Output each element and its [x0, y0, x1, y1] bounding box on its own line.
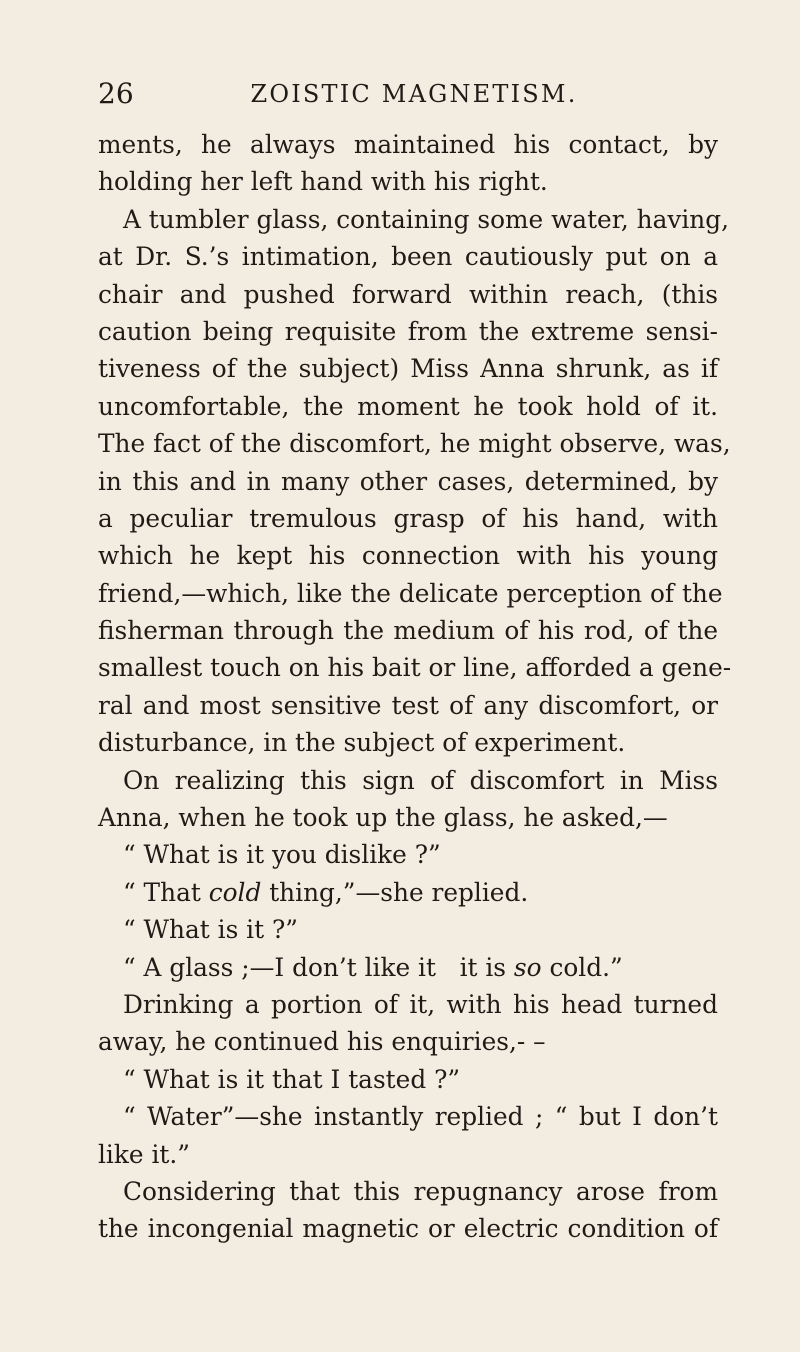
text-segment: thing,”—she replied. — [261, 877, 529, 907]
text-line: away, he continued his enquiries,- – — [98, 1027, 546, 1057]
text-line: smallest touch on his bait or line, afforded a gene- — [98, 653, 732, 683]
text-line: at Dr. S.’s intimation, been cautiously put on a — [98, 242, 718, 272]
page-number: 26 — [98, 77, 134, 110]
text-line: which he kept his connection with his young — [98, 541, 718, 571]
text-line: the incongenial magnetic or electric condition of — [98, 1214, 718, 1244]
text-line: chair and pushed forward within reach, (this — [98, 279, 718, 309]
text-line: “ What is it that I tasted ?” — [123, 1064, 461, 1094]
text-line: uncomfortable, the moment he took hold of it. — [98, 391, 718, 421]
text-line: like it.” — [98, 1139, 190, 1169]
text-line: The fact of the discomfort, he might observe, was, — [98, 429, 731, 459]
text-line: “ Water”—she instantly replied ; “ but I don’t — [123, 1102, 718, 1132]
text-line: tiveness of the subject) Miss Anna shrunk, as if — [98, 354, 718, 384]
text-line: Considering that this repugnancy arose from — [123, 1176, 718, 1206]
text-line: ments, he always maintained his contact, by — [98, 130, 718, 159]
italic-word: cold — [208, 877, 262, 907]
text-line: a peculiar tremulous grasp of his hand, with — [98, 503, 718, 533]
text-line: friend,—which, like the delicate perception of the — [98, 578, 723, 608]
text-line: disturbance, in the subject of experiment. — [98, 728, 626, 758]
text-line: caution being requisite from the extreme sensi- — [98, 316, 718, 346]
text-line: ral and most sensitive test of any discomfort, or — [98, 690, 718, 720]
text-line: Anna, when he took up the glass, he asked,— — [98, 803, 668, 833]
text-line: fisherman through the medium of his rod, of the — [98, 616, 718, 646]
body-text — [98, 126, 732, 1248]
text-line: “ What is it ?” — [123, 915, 298, 945]
text-line: in this and in many other cases, determined, by — [98, 466, 718, 496]
text-line: “ What is it you dislike ?” — [123, 840, 441, 870]
text-segment: “ A glass ;—I don’t like it it is — [123, 952, 514, 982]
text-line — [98, 874, 718, 911]
text-segment: “ That — [123, 877, 209, 907]
text-line: Drinking a portion of it, with his head turned — [123, 989, 718, 1019]
text-line — [98, 949, 718, 986]
running-title: ZOISTIC MAGNETISM. — [250, 80, 578, 108]
italic-word: so — [513, 952, 542, 982]
text-segment: cold.” — [541, 952, 623, 982]
text-line: On realizing this sign of discomfort in Miss — [123, 765, 718, 795]
text-line: holding her left hand with his right. — [98, 167, 548, 197]
text-line: A tumbler glass, containing some water, having, — [123, 204, 730, 234]
